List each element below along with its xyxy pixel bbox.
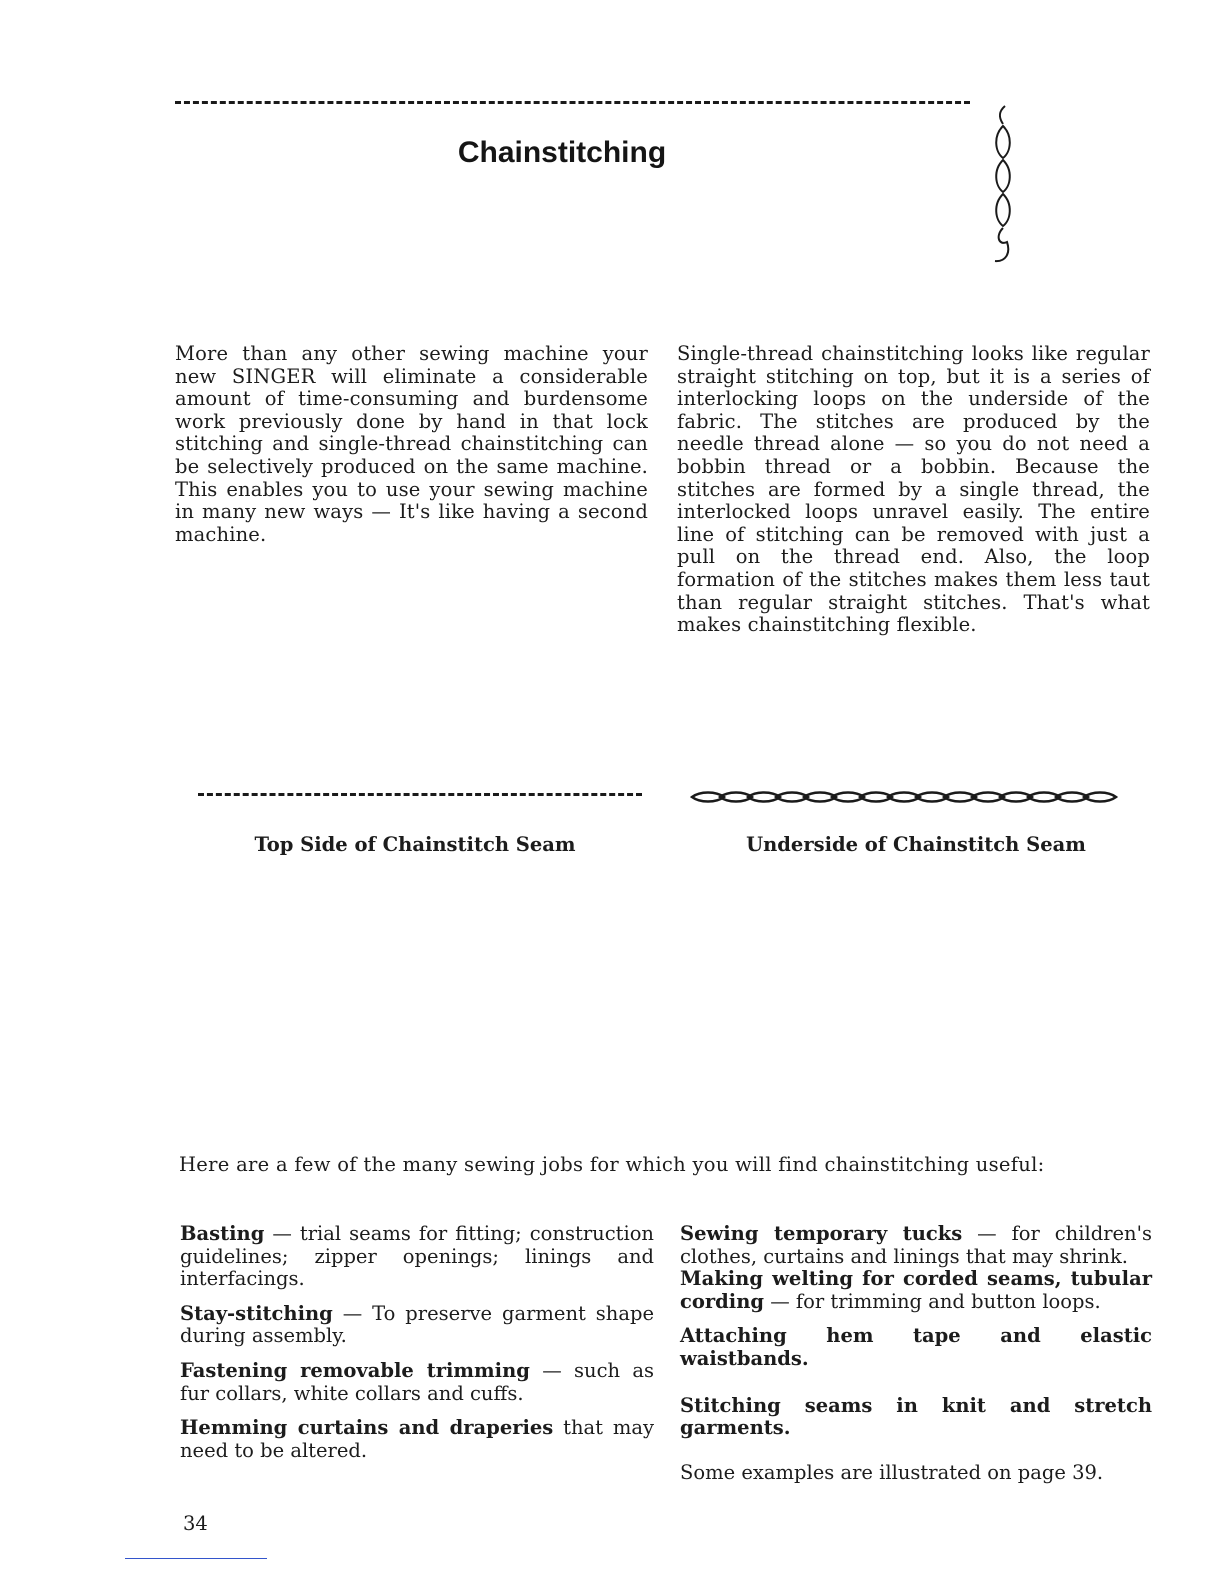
list-item (680, 1325, 1152, 1370)
list-item (680, 1462, 1152, 1485)
header-dashed-rule (175, 101, 970, 104)
intro-paragraph-right: Single-thread chainstitching looks like regular straight stitching on top, but it is a series of interlocking loops on the underside of the fabric. The stitches are produced by the needle thread alone — so you do not need a bobbin thread or a bobbin. Because the stitches are formed by a single thread, the interlocked loops unravel easily. The entire line of stitching can be removed with just a pull on the thread end. Also, the loop formation of the stitches makes them less taut than regular straight stitches. That's what makes chainstitching flexible. (677, 342, 1150, 637)
list-item (180, 1360, 654, 1405)
list-item (680, 1395, 1152, 1440)
list-item-term: Sewing temporary tucks (680, 1222, 963, 1245)
uses-list-left (180, 1223, 654, 1474)
list-item-term: Basting (180, 1222, 265, 1245)
list-item-text: — such as fur collars, white collars and cuffs. (180, 1358, 654, 1405)
uses-intro: Here are a few of the many sewing jobs for which you will find chainstitching useful: (179, 1153, 1045, 1176)
list-item (680, 1223, 1152, 1268)
chainstitch-loop-icon (985, 104, 1025, 269)
list-item-text: that may need to be altered. (180, 1416, 655, 1462)
intro-paragraph-left: More than any other sewing machine your new SINGER will eliminate a considerable amount of time-consuming and burdensome work previously done by hand in that lock stitching and single-thread chainstitching can be selectively produced on the same machine. This enables you to use your sewing machine in many new ways — It's like having a second machine. (175, 342, 648, 546)
list-item (180, 1417, 654, 1462)
footer-rule (125, 1558, 267, 1559)
list-item-term: Fastening removable trimming (180, 1358, 530, 1382)
page-number: 34 (183, 1512, 208, 1535)
list-item (680, 1268, 1152, 1313)
list-item (180, 1303, 654, 1348)
list-item-text: Some examples are illustrated on page 39. (680, 1460, 1104, 1484)
top-side-seam-illustration (198, 793, 642, 796)
list-item-term: Hemming curtains and draperies (180, 1416, 554, 1440)
top-side-caption: Top Side of Chainstitch Seam (254, 833, 576, 856)
underside-caption: Underside of Chainstitch Seam (746, 833, 1086, 856)
underside-seam-illustration (690, 786, 1120, 808)
list-item-term: Making welting for corded seams, tubular cording (680, 1267, 1152, 1313)
list-item-text: — for trimming and button loops. (764, 1289, 1101, 1313)
page-title: Chainstitching (457, 136, 667, 169)
list-item-text: — trial seams for fitting; construction guidelines; zipper openings; linings and interfacings. (180, 1222, 654, 1291)
list-item-term: Attaching hem tape and elastic waistbands. (680, 1324, 1152, 1370)
list-item (180, 1223, 654, 1291)
uses-list-right (680, 1223, 1152, 1496)
list-item-text: — for children's clothes, curtains and linings that may shrink. (680, 1222, 1152, 1268)
list-item-term: Stay-stitching (180, 1301, 333, 1325)
list-item-text: — To preserve garment shape during assembly. (180, 1301, 654, 1348)
list-item-term: Stitching seams in knit and stretch garments. (680, 1393, 1152, 1440)
